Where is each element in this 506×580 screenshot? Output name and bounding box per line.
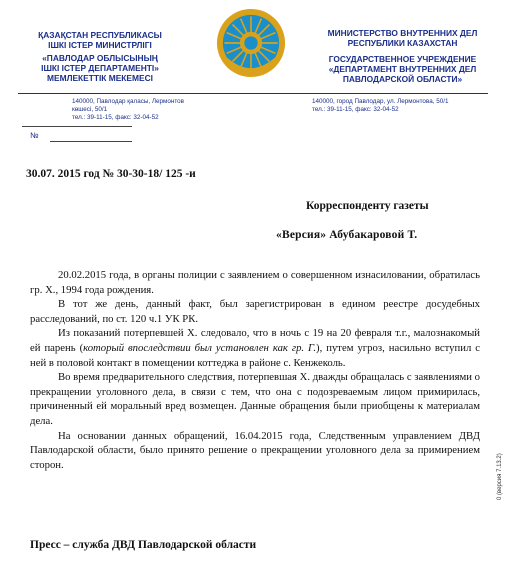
letterhead-right-address xyxy=(312,98,497,114)
letterhead-left-line: «ПАВЛОДАР ОБЛЫСЫНЫҢ xyxy=(42,53,158,63)
letterhead-rule xyxy=(18,93,488,94)
body-paragraph: В тот же день, данный факт, был зарегистрирован в едином реестре досудебных расследований, по ст. 120 ч.1 УК РК. xyxy=(30,298,480,325)
paragraph-text: ), путем угроз, насильно вступил с ней в половой контакт в помещении коттеджа в районе с. Кенжеколь. xyxy=(30,341,481,369)
state-emblem-icon xyxy=(214,6,288,80)
letterhead-right-line: РЕСПУБЛИКИ КАЗАХСТАН xyxy=(347,38,458,48)
letterhead-right-line: МИНИСТЕРСТВО ВНУТРЕННИХ ДЕЛ xyxy=(327,28,478,38)
body-paragraph xyxy=(30,326,480,370)
letterhead-left-line: ІШКІ ІСТЕР ДЕПАРТАМЕНТІ» xyxy=(41,63,159,73)
paragraph-italic-text: который впоследствии был установлен как гр. Г. xyxy=(83,341,317,354)
body-paragraph: На основании данных обращений, 16.04.2015 года, Следственным управлением ДВД Павлодарской области, было принято решение о прекращении уголовного дела за примирением сторон. xyxy=(30,429,480,471)
blank-line-date xyxy=(22,126,132,127)
left-phone-line: тел.: 39-11-15, факс: 32-04-52 xyxy=(72,114,159,121)
letterhead-left-kazakh xyxy=(20,30,180,83)
body-paragraph: Во время предварительного следствия, потерпевшая Х. дважды обращалась с заявлениями о прекращении уголовного дела, в связи с тем, что она с подозреваемым лицом примирилась, причиненный ей моральный вред возмещен. Данные обращения были приобщены к материалам дела. xyxy=(30,371,480,427)
letterhead-right-russian xyxy=(310,28,495,84)
body-paragraph: 20.02.2015 года, в органы полиции с заявлением о совершенном изнасиловании, обратилась гр. Х., 1994 года рождения. xyxy=(30,269,480,296)
letterhead-right-line: «ДЕПАРТАМЕНТ ВНУТРЕННИХ ДЕЛ xyxy=(328,64,477,74)
letterhead-left-line: ҚАЗАҚСТАН РЕСПУБЛИКАСЫ xyxy=(38,30,162,40)
letterhead-right-line: ГОСУДАРСТВЕННОЕ УЧРЕЖДЕНИЕ xyxy=(328,54,477,64)
addressee-line-1: Корреспонденту газеты xyxy=(306,200,429,212)
document-number: 30.07. 2015 год № 30-30-18/ 125 -и xyxy=(26,168,196,180)
letterhead-left-line: ІШКІ ІСТЕР МИНИСТРЛІГІ xyxy=(48,40,152,50)
addressee-line-2: «Версия» Абубакаровой Т. xyxy=(276,229,418,241)
signature-line: Пресс – служба ДВД Павлодарской области xyxy=(30,539,257,551)
side-version-note: 0 (версия 7.13.2) xyxy=(497,453,503,500)
letterhead-right-line: ПАВЛОДАРСКОЙ ОБЛАСТИ» xyxy=(342,74,463,84)
right-phone-line: тел.: 39-11-15, факс: 32-04-52 xyxy=(312,106,399,113)
left-address-line: 140000, Павлодар қаласы, Лермонтов көшесі, 50/1 xyxy=(72,98,184,113)
letterhead-left-line: МЕМЛЕКЕТТІК МЕКЕМЕСІ xyxy=(47,73,153,83)
letterhead xyxy=(0,0,506,150)
document-body xyxy=(30,268,480,472)
letterhead-left-address xyxy=(22,98,202,122)
blank-number-sign: № xyxy=(30,131,39,140)
paragraph-text: Из показаний потерпевшей Х. следовало, что в ночь с 19 на 20 февраля т.г., малознакомый ей парень ( xyxy=(30,327,480,354)
blank-line-number xyxy=(50,141,132,142)
right-address-line: 140000, город Павлодар, ул. Лермонтова, 50/1 xyxy=(312,98,449,105)
